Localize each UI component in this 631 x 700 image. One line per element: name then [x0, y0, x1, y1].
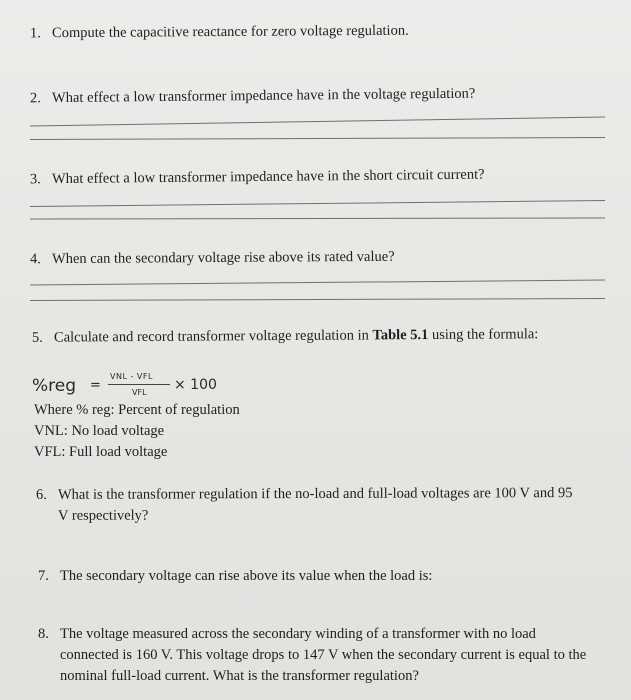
question-text-line1: The voltage measured across the secondary winding of a transformer with no load	[60, 626, 536, 642]
question-text-line1: What is the transformer regulation if the no-load and full-load voltages are 100 V and 95	[57, 485, 573, 503]
question-1	[30, 21, 409, 45]
question-8	[38, 624, 623, 687]
answer-line[interactable]	[30, 116, 605, 126]
fraction-bar	[108, 384, 170, 385]
question-number: 5.	[31, 329, 43, 346]
answer-line[interactable]	[30, 137, 605, 140]
table-reference: Table 5.1	[372, 327, 429, 344]
question-number: 7.	[38, 568, 49, 584]
question-number: 6.	[35, 486, 47, 503]
formula-numerator: VNL - VFL	[110, 372, 153, 381]
question-2	[30, 84, 475, 110]
question-text-line3: nominal full-load current. What is the transformer regulation?	[60, 668, 419, 684]
question-number: 1.	[29, 25, 41, 42]
question-number: 2.	[29, 90, 41, 107]
question-text: What effect a low transformer impedance have in the short circuit current?	[51, 166, 485, 188]
answer-line[interactable]	[30, 217, 605, 219]
question-text: What effect a low transformer impedance have in the voltage regulation?	[51, 85, 476, 107]
question-3	[30, 165, 485, 191]
question-text: When can the secondary voltage rise above its rated value?	[51, 248, 395, 268]
definition-vnl: VNL: No load voltage	[34, 423, 165, 439]
formula-equals: =	[90, 378, 101, 393]
answer-line[interactable]	[30, 279, 605, 285]
question-number: 4.	[29, 251, 41, 268]
formula-denominator: VFL	[132, 388, 147, 397]
definition-vfl: VFL: Full load voltage	[34, 444, 168, 460]
definition-where: Where % reg: Percent of regulation	[34, 402, 240, 418]
answer-line[interactable]	[30, 200, 605, 207]
question-4	[30, 247, 395, 271]
question-text-line2: connected is 160 V. This voltage drops to 147 V when the secondary current is equal to the	[60, 647, 587, 663]
question-number: 3.	[29, 171, 41, 188]
question-7	[38, 566, 432, 587]
question-number: 8.	[38, 626, 49, 642]
question-text: Compute the capacitive reactance for zero voltage regulation.	[51, 22, 409, 42]
question-5	[32, 324, 538, 349]
answer-line[interactable]	[30, 298, 605, 301]
question-text: The secondary voltage can rise above its value when the load is:	[60, 568, 433, 584]
formula-multiplier: × 100	[174, 377, 217, 393]
question-6	[36, 483, 573, 527]
question-text: Calculate and record transformer voltage regulation in	[53, 327, 373, 346]
question-text-end: using the formula:	[428, 326, 539, 344]
question-text-line2: V respectively?	[58, 507, 149, 524]
formula-lhs: %reg	[32, 376, 77, 396]
